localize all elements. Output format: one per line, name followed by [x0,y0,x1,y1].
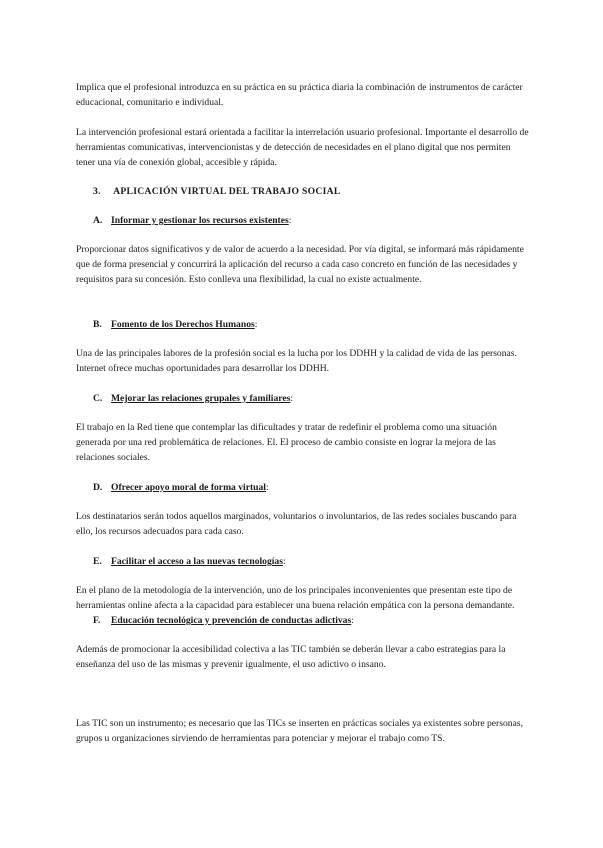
closing-paragraph: Las TIC son un instrumento; es necesario que las TICs se inserten en prácticas sociales ya existentes sobre personas, grupos u organizaciones sirviendo de herramientas para potenciar y mejorar el trabajo como TS. [76,718,523,744]
subsection-b-text: Una de las principales labores de la profesión social es la lucha por los DDHH y la calidad de vida de las personas. Internet ofrece muchas oportunidades para desarrollar los DDHH. [76,348,517,374]
heading-colon: : [254,319,258,330]
section-title: APLICACIÓN VIRTUAL DEL TRABAJO SOCIAL [113,186,341,197]
subsection-f-text: Además de promocionar la accesibilidad colectiva a las TIC también se deberán llevar a cabo estrategias para la enseñanza del uso de las mismas y prevenir igualmente, el uso adictivo o insano. [76,644,506,670]
subsection-c-text: El trabajo en la Red tiene que contemplar las dificultades y tratar de redefinir el problema como una situación generada por una red problemática de relaciones. El. El proceso de cambio consiste en lograr la mejora de las relaciones sociales. [76,422,497,463]
subsection-title: Informar y gestionar los recursos existentes [111,215,289,226]
subsection-title: Mejorar las relaciones grupales y familiares [111,393,291,404]
subsection-c-heading [93,391,293,406]
subsection-b-heading [93,317,257,332]
subsection-a-text: Proporcionar datos significativos y de valor de acuerdo a la necesidad. Por vía digital, se informará más rápidamente que de forma presencial y concurrirá la aplicación del recurso a cada caso concreto en función de las necesidades y requisitos para su concesión. Esto conlleva una flexibilidad, la cual no existe actualmente. [76,244,524,285]
heading-colon: : [288,215,292,226]
subsection-letter: E. [93,556,102,567]
intro-paragraph-1: Implica que el profesional introduzca en su práctica en su práctica diaria la combinación de instrumentos de carácter educacional, comunitario e individual. [76,82,523,108]
heading-colon: : [282,556,286,567]
subsection-title: Fomento de los Derechos Humanos [111,319,255,330]
section-3-heading [93,184,341,199]
subsection-d-text: Los destinatarios serán todos aquellos marginados, voluntarios o involuntarios, de las redes sociales buscando para ello, los recursos adecuados para cada caso. [76,511,517,537]
subsection-title: Facilitar el acceso a las nuevas tecnologías [111,556,283,567]
subsection-e-text: En el plano de la metodología de la intervención, uno de los principales inconvenientes que presentan este tipo de herramientas online afecta a la capacidad para establecer una buena relación empática con la persona demandante. [76,585,515,611]
subsection-letter: A. [93,215,103,226]
intro-paragraph-2: La intervención profesional estará orientada a facilitar la interrelación usuario profesional. Importante el desarrollo de herramientas comunicativas, intervencionistas y de detección de necesidades en el plano digital que nos permiten tener una vía de conexión global, accesible y rápida. [76,127,529,168]
heading-colon: : [351,615,354,626]
subsection-f-heading [93,613,354,628]
subsection-letter: D. [93,482,103,493]
subsection-title: Ofrecer apoyo moral de forma virtual [111,482,266,493]
heading-colon: : [290,393,293,404]
section-number: 3. [93,186,101,197]
subsection-letter: F. [93,615,101,626]
subsection-title: Educación tecnológica y prevención de conductas adictivas [111,615,352,626]
heading-colon: : [265,482,269,493]
subsection-letter: B. [93,319,102,330]
subsection-d-heading [93,480,269,495]
subsection-e-heading [93,554,286,569]
subsection-a-heading [93,213,291,228]
subsection-letter: C. [93,393,103,404]
